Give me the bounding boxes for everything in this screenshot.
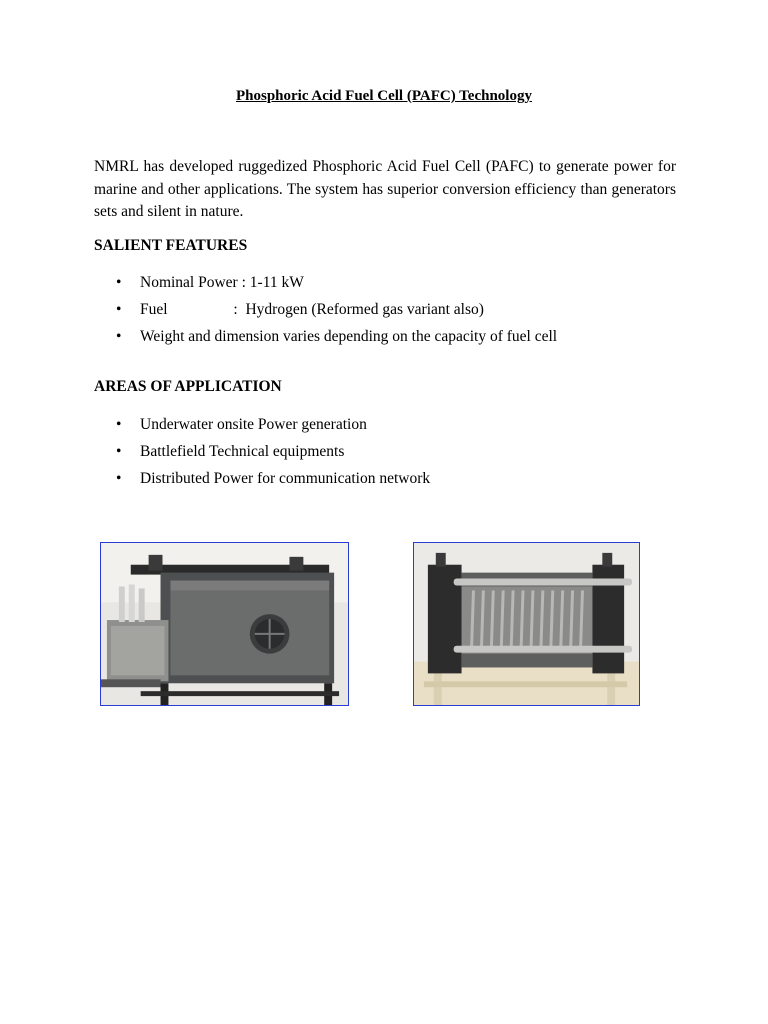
- list-item: • Underwater onsite Power generation: [116, 416, 367, 433]
- list-item: • Nominal Power : 1-11 kW: [116, 274, 304, 291]
- salient-features-list: [94, 272, 694, 353]
- list-item: • Weight and dimension varies depending on the capacity of fuel cell: [116, 328, 558, 345]
- list-item: • Battlefield Technical equipments: [116, 443, 345, 460]
- intro-paragraph: NMRL has developed ruggedized Phosphoric Acid Fuel Cell (PAFC) to generate power for marine and other applications. The system has superior conversion efficiency than generators sets and silent in nature.: [94, 158, 676, 220]
- list-item: • Fuel : Hydrogen (Reformed gas variant also): [116, 301, 484, 318]
- fuel-cell-stack-photo: [413, 542, 640, 706]
- fuel-cell-enclosed-unit-icon: [101, 543, 348, 705]
- page-title: Phosphoric Acid Fuel Cell (PAFC) Technology: [236, 88, 532, 104]
- list-item: • Distributed Power for communication network: [116, 470, 431, 487]
- fuel-cell-enclosed-unit-photo: [100, 542, 349, 706]
- salient-features-heading: SALIENT FEATURES: [94, 237, 248, 254]
- fuel-cell-stack-icon: [414, 543, 639, 705]
- areas-of-application-heading: AREAS OF APPLICATION: [94, 378, 282, 395]
- areas-of-application-list: [94, 414, 694, 495]
